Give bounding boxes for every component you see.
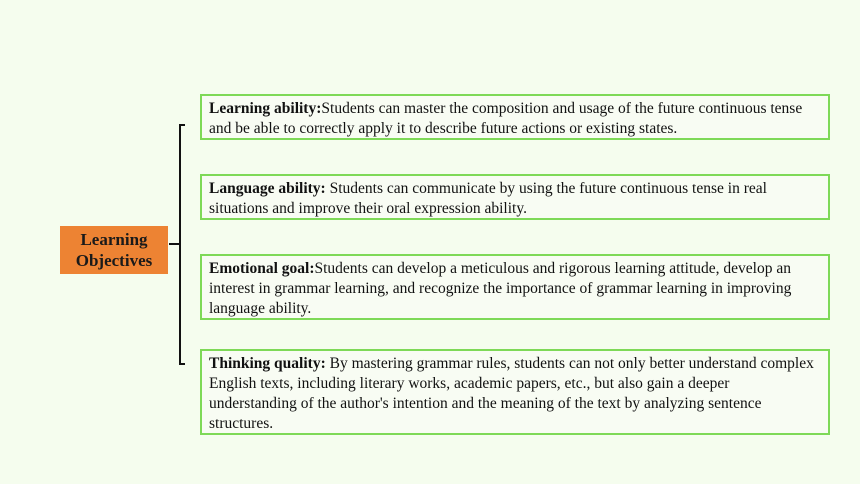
learning-objectives-label	[60, 226, 168, 274]
objective-heading: Thinking quality:	[209, 355, 326, 372]
objective-heading: Emotional goal:	[209, 260, 315, 277]
curly-bracket-connector	[169, 124, 189, 366]
objective-text: Students can communicate by using the future continuous tense in real situations and improve their oral expression ability.	[209, 180, 767, 217]
learning-objectives-text: Learning Objectives	[75, 230, 153, 270]
objective-heading: Learning ability:	[209, 100, 322, 117]
objective-box-thinking-quality	[200, 349, 830, 435]
objective-text: By mastering grammar rules, students can not only better understand complex English texts, including literary works, academic papers, etc., but also gain a deeper understanding of the author's intention and the meaning of the text by analyzing sentence structures.	[209, 355, 814, 432]
objective-box-emotional-goal	[200, 254, 830, 320]
objective-text: Students can develop a meticulous and rigorous learning attitude, develop an interest in grammar learning, and recognize the importance of grammar learning in improving language ability.	[209, 260, 792, 317]
objective-heading: Language ability:	[209, 180, 326, 197]
objective-box-language-ability	[200, 174, 830, 220]
objective-box-learning-ability	[200, 94, 830, 140]
objective-text: Students can master the composition and usage of the future continuous tense and be able to correctly apply it to describe future actions or existing states.	[209, 100, 803, 137]
